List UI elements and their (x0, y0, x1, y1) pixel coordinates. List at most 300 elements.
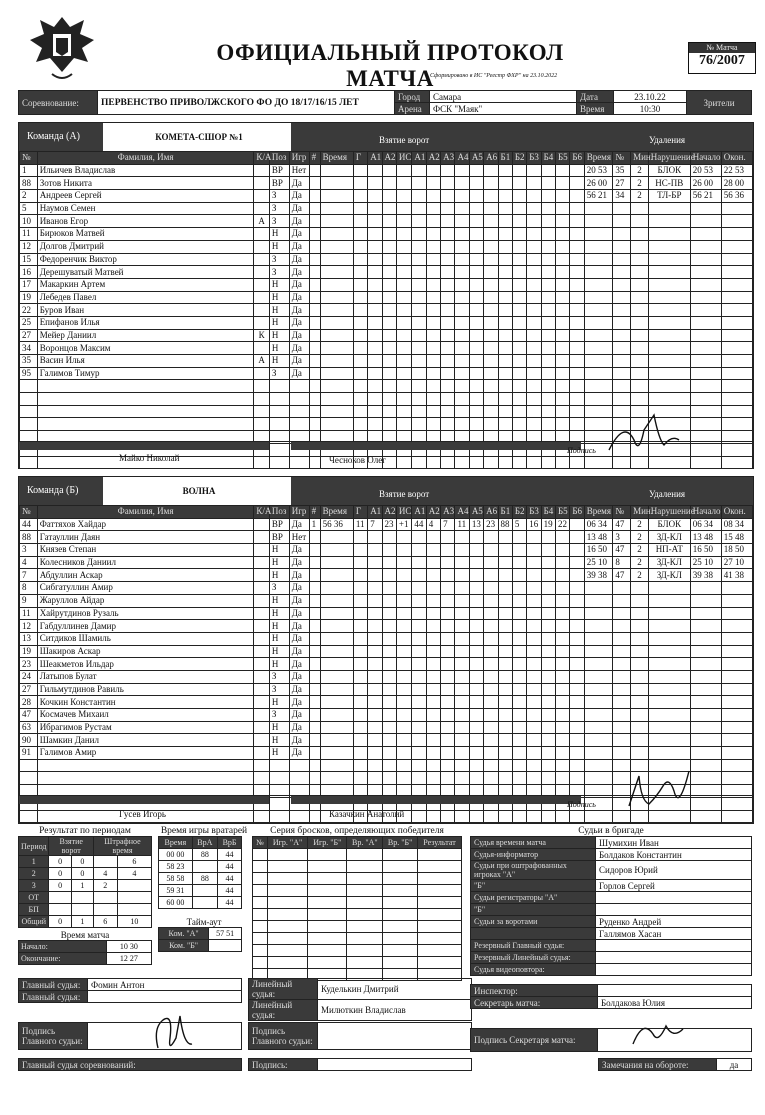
goal-cell (368, 683, 382, 696)
goal-cell (441, 215, 455, 228)
player-number: 16 (20, 266, 38, 279)
goal-cell (412, 215, 426, 228)
shootout-row (253, 957, 462, 969)
col-g: Г (353, 506, 367, 519)
period-row (19, 904, 152, 916)
goal-cell (512, 304, 526, 317)
team-b-name: ВОЛНА (182, 486, 216, 496)
goal-cell (469, 291, 483, 304)
goal-cell (412, 278, 426, 291)
team-a-col-headers (20, 152, 753, 165)
goal-cell (527, 380, 541, 393)
goal-cell (555, 709, 569, 722)
period-row (19, 880, 152, 892)
pen-cell (584, 658, 613, 671)
pen-cell (690, 393, 721, 406)
sign-main2-table (248, 1022, 472, 1050)
goal-cell (455, 670, 469, 683)
player-row (20, 215, 753, 228)
goal-cell (382, 569, 396, 582)
goal-cell (396, 747, 411, 760)
notes-table (598, 1058, 752, 1071)
shootout-row (253, 945, 462, 957)
goal-cell (555, 202, 569, 215)
goalies-col-b: ВрБ (218, 837, 242, 849)
col-oa6: А6 (484, 152, 498, 165)
goal-cell (498, 670, 512, 683)
period-pen-b: 4 (117, 868, 151, 880)
goal-cell (396, 202, 411, 215)
col-pen-start: Начало (690, 152, 721, 165)
goal-cell (541, 253, 555, 266)
goal-cell (309, 747, 320, 760)
official-row (471, 880, 752, 892)
pen-cell (721, 228, 752, 241)
pen-number: 47 (613, 569, 631, 582)
pen-start: 13 48 (690, 531, 721, 544)
goal-cell (555, 747, 569, 760)
goal-cell (570, 380, 584, 393)
shootout-cell (253, 885, 268, 897)
goal-cell (527, 632, 541, 645)
pen-cell (721, 696, 752, 709)
shootout-cell (383, 933, 418, 945)
goal-cell (527, 759, 541, 772)
pen-cell (631, 380, 649, 393)
goal-cell (320, 556, 353, 569)
player-play: Да (289, 658, 309, 671)
shootout-cell (383, 897, 418, 909)
shootout-cell (308, 957, 347, 969)
goal-cell (469, 582, 483, 595)
goalies-col-a: ВрА (192, 837, 217, 849)
goal-cell (353, 747, 367, 760)
player-ka (254, 556, 269, 569)
pen-cell (613, 670, 631, 683)
goal-cell (555, 632, 569, 645)
player-name: Галимов Амир (37, 747, 254, 760)
goal-cell (541, 531, 555, 544)
pen-cell (613, 658, 631, 671)
col-ob3: Б3 (527, 152, 541, 165)
player-number: 5 (20, 202, 38, 215)
goal-cell (412, 164, 426, 177)
pen-cell (584, 266, 613, 279)
goal-cell (541, 645, 555, 658)
player-number: 7 (20, 569, 38, 582)
player-pos: Н (269, 304, 289, 317)
goal-cell (484, 278, 498, 291)
goal-cell (555, 734, 569, 747)
goal-cell (441, 304, 455, 317)
goal-cell (527, 278, 541, 291)
shootout-block (252, 826, 462, 981)
goal-cell (484, 582, 498, 595)
player-pos: Н (269, 658, 289, 671)
goal-cell (382, 607, 396, 620)
player-ka (254, 747, 269, 760)
goal-cell (484, 355, 498, 368)
goal-cell (353, 632, 367, 645)
goal-assist1: 7 (368, 518, 382, 531)
goal-cell (382, 355, 396, 368)
goal-cell (320, 304, 353, 317)
goal-cell (555, 215, 569, 228)
pen-cell (613, 721, 631, 734)
pen-cell (690, 721, 721, 734)
player-pos: Н (269, 594, 289, 607)
goal-cell (396, 278, 411, 291)
goal-cell (570, 164, 584, 177)
pen-cell (648, 355, 690, 368)
pen-cell (721, 215, 752, 228)
pen-cell (584, 582, 613, 595)
goal-cell (570, 696, 584, 709)
player-row (20, 291, 753, 304)
match-number: 76/2007 (699, 53, 745, 68)
pen-cell (721, 405, 752, 418)
goal-cell (368, 709, 382, 722)
goal-cell (455, 215, 469, 228)
shootout-row (253, 921, 462, 933)
goal-cell (555, 594, 569, 607)
goal-cell (527, 342, 541, 355)
goal-cell (469, 531, 483, 544)
player-row (20, 380, 753, 393)
goal-cell (527, 556, 541, 569)
goal-cell (512, 202, 526, 215)
period-pen-b: 10 (117, 916, 151, 928)
col-ob1: Б1 (498, 152, 512, 165)
goal-cell (426, 342, 440, 355)
col-goal-num: # (309, 506, 320, 519)
goal-cell (512, 190, 526, 203)
col-oa5: А5 (469, 506, 483, 519)
goal-cell (320, 620, 353, 633)
player-number: 22 (20, 304, 38, 317)
goal-cell (498, 607, 512, 620)
pen-time: 26 00 (584, 177, 613, 190)
player-row (20, 164, 753, 177)
goal-cell (426, 177, 440, 190)
goal-cell (555, 556, 569, 569)
pen-cell (648, 620, 690, 633)
period-goals-a: 0 (49, 916, 71, 928)
pen-start: 06 34 (690, 518, 721, 531)
pen-cell (631, 266, 649, 279)
team-a-coach: Майко Николай (119, 453, 180, 463)
goal-cell (527, 266, 541, 279)
goal-cell (541, 418, 555, 431)
goalie-b: 44 (218, 849, 242, 861)
goal-cell (512, 556, 526, 569)
goal-cell (353, 228, 367, 241)
player-ka (254, 734, 269, 747)
goal-cell (527, 747, 541, 760)
goal-cell (512, 367, 526, 380)
pen-cell (648, 393, 690, 406)
pen-cell (690, 582, 721, 595)
goal-cell (353, 620, 367, 633)
goal-cell (309, 202, 320, 215)
empty-cell (254, 772, 269, 785)
goal-cell (441, 240, 455, 253)
goal-cell (309, 240, 320, 253)
goal-cell (441, 632, 455, 645)
goal-cell (382, 253, 396, 266)
goal-cell (353, 316, 367, 329)
goal-cell (320, 747, 353, 760)
goal-cell (396, 683, 411, 696)
goal-cell (527, 670, 541, 683)
pen-cell (721, 367, 752, 380)
goal-cell (320, 632, 353, 645)
goal-cell (320, 582, 353, 595)
goal-cell (527, 418, 541, 431)
goal-cell (441, 405, 455, 418)
goal-cell (498, 594, 512, 607)
goal-cell (484, 645, 498, 658)
team-a-pen-title: Удаления (649, 135, 686, 145)
goal-cell (498, 266, 512, 279)
shootout-cell (417, 921, 461, 933)
goal-cell (368, 316, 382, 329)
goal-cell (541, 177, 555, 190)
goal-cell (309, 405, 320, 418)
goal-cell (368, 278, 382, 291)
chief-sign-table (248, 1058, 472, 1071)
col-a2: А2 (382, 506, 396, 519)
goal-cell (412, 304, 426, 317)
pen-cell (631, 632, 649, 645)
goal-cell (484, 658, 498, 671)
pen-violation: НС-ПВ (648, 177, 690, 190)
goal-cell (541, 620, 555, 633)
goal-cell (426, 164, 440, 177)
pen-cell (721, 645, 752, 658)
col-pos: Поз (269, 152, 289, 165)
goal-cell (455, 531, 469, 544)
player-number: 2 (20, 190, 38, 203)
goal-cell (469, 278, 483, 291)
pen-cell (631, 342, 649, 355)
goal-cell (412, 544, 426, 557)
player-name: Габдуллинев Дамир (37, 620, 254, 633)
goal-cell (484, 253, 498, 266)
goal-cell (426, 316, 440, 329)
goal-cell (320, 759, 353, 772)
pen-violation: ЗД-КЛ (648, 556, 690, 569)
goal-cell (512, 393, 526, 406)
chief-sign-label: Подпись: (249, 1059, 318, 1071)
goal-cell (396, 367, 411, 380)
player-ka (254, 594, 269, 607)
goal-cell (455, 632, 469, 645)
goal-cell (368, 405, 382, 418)
goal-cell (382, 342, 396, 355)
goal-cell (382, 316, 396, 329)
shootout-cell (347, 873, 383, 885)
goalie-time: 59 31 (159, 885, 193, 897)
pen-cell (721, 278, 752, 291)
goal-cell (498, 747, 512, 760)
col-oa3: А3 (441, 152, 455, 165)
period-label: ОТ (19, 892, 49, 904)
goal-cell (412, 190, 426, 203)
goal-cell (541, 594, 555, 607)
goal-cell (527, 709, 541, 722)
pen-cell (690, 607, 721, 620)
goal-cell (455, 696, 469, 709)
goal-cell (469, 266, 483, 279)
pen-cell (721, 393, 752, 406)
player-pos: З (269, 670, 289, 683)
goal-cell (512, 607, 526, 620)
goal-cell (512, 721, 526, 734)
goal-cell (441, 393, 455, 406)
goal-cell (455, 759, 469, 772)
pen-cell (613, 342, 631, 355)
goal-cell (484, 367, 498, 380)
goal-cell (541, 304, 555, 317)
goal-cell (382, 594, 396, 607)
player-name: Ильичев Владислав (37, 164, 254, 177)
player-name: Князев Степан (37, 544, 254, 557)
goal-cell (541, 393, 555, 406)
period-pen-a (93, 892, 117, 904)
player-pos: З (269, 709, 289, 722)
goal-cell (396, 253, 411, 266)
goal-cell (368, 594, 382, 607)
goal-cell (498, 709, 512, 722)
player-pos: Н (269, 569, 289, 582)
pen-cell (690, 304, 721, 317)
goal-cell (426, 734, 440, 747)
player-play: Да (289, 304, 309, 317)
player-pos: Н (269, 316, 289, 329)
goal-cell (382, 531, 396, 544)
pen-minutes: 2 (631, 190, 649, 203)
period-goals-b: 1 (71, 916, 93, 928)
pen-cell (721, 759, 752, 772)
player-pos: Н (269, 278, 289, 291)
goal-cell (353, 734, 367, 747)
goal-cell (541, 772, 555, 785)
col-pen-viol: Нарушение (648, 506, 690, 519)
goal-cell (396, 721, 411, 734)
pen-cell (584, 734, 613, 747)
goal-cell (455, 266, 469, 279)
goal-cell (469, 367, 483, 380)
goal-cell (441, 316, 455, 329)
player-name: Васин Илья (37, 355, 254, 368)
goal-cell (441, 645, 455, 658)
pen-cell (721, 658, 752, 671)
goal-cell (412, 316, 426, 329)
pen-cell (721, 342, 752, 355)
goal-cell (353, 569, 367, 582)
goalie-a (192, 861, 217, 873)
goal-onice-empty (570, 518, 584, 531)
goal-cell (469, 190, 483, 203)
player-name: Кочкин Константин (37, 696, 254, 709)
player-pos: З (269, 683, 289, 696)
goal-cell (441, 721, 455, 734)
goal-cell (412, 721, 426, 734)
col-pos: Поз (269, 506, 289, 519)
shootout-cell (267, 885, 307, 897)
pen-number: 8 (613, 556, 631, 569)
goal-cell (426, 759, 440, 772)
player-number: 19 (20, 291, 38, 304)
sign-main-label: Подпись Главного судьи: (19, 1023, 88, 1050)
col-pen-time: Время (584, 506, 613, 519)
goal-cell (309, 355, 320, 368)
pen-cell (631, 202, 649, 215)
official-name: Горлов Сергей (596, 880, 752, 892)
goal-cell (309, 734, 320, 747)
col-pen-min: Мин. (631, 152, 649, 165)
goal-cell (512, 342, 526, 355)
goal-cell (498, 721, 512, 734)
goal-cell (353, 355, 367, 368)
goal-cell (382, 266, 396, 279)
pen-cell (613, 683, 631, 696)
pen-violation: БЛОК (648, 164, 690, 177)
player-number: 10 (20, 215, 38, 228)
goal-cell (320, 177, 353, 190)
pen-cell (721, 709, 752, 722)
pen-cell (648, 240, 690, 253)
col-play: Игр (289, 152, 309, 165)
goal-cell (382, 278, 396, 291)
player-row (20, 734, 753, 747)
pen-cell (613, 594, 631, 607)
goal-cell (455, 645, 469, 658)
goal-cell (455, 582, 469, 595)
goal-cell (455, 164, 469, 177)
goal-onice-player: 4 (426, 518, 440, 531)
goal-cell (527, 329, 541, 342)
goal-cell (555, 291, 569, 304)
pen-cell (690, 670, 721, 683)
goal-cell (527, 304, 541, 317)
pen-cell (584, 683, 613, 696)
goal-cell (498, 759, 512, 772)
pen-cell (648, 202, 690, 215)
goal-cell (570, 556, 584, 569)
goal-cell (412, 355, 426, 368)
pen-cell (690, 266, 721, 279)
player-play: Да (289, 240, 309, 253)
goal-cell (412, 253, 426, 266)
pen-cell (584, 355, 613, 368)
main-ref-table (18, 978, 242, 1003)
player-name: Федоренчик Виктор (37, 253, 254, 266)
goal-cell (527, 190, 541, 203)
period-pen-a: 6 (93, 916, 117, 928)
col-ob6: Б6 (570, 152, 584, 165)
empty-cell (37, 418, 254, 431)
pen-cell (648, 215, 690, 228)
goal-cell (320, 658, 353, 671)
player-ka (254, 228, 269, 241)
col-ob4: Б4 (541, 506, 555, 519)
period-label: 3 (19, 880, 49, 892)
goal-cell (441, 683, 455, 696)
goal-cell (309, 658, 320, 671)
goal-cell (396, 569, 411, 582)
